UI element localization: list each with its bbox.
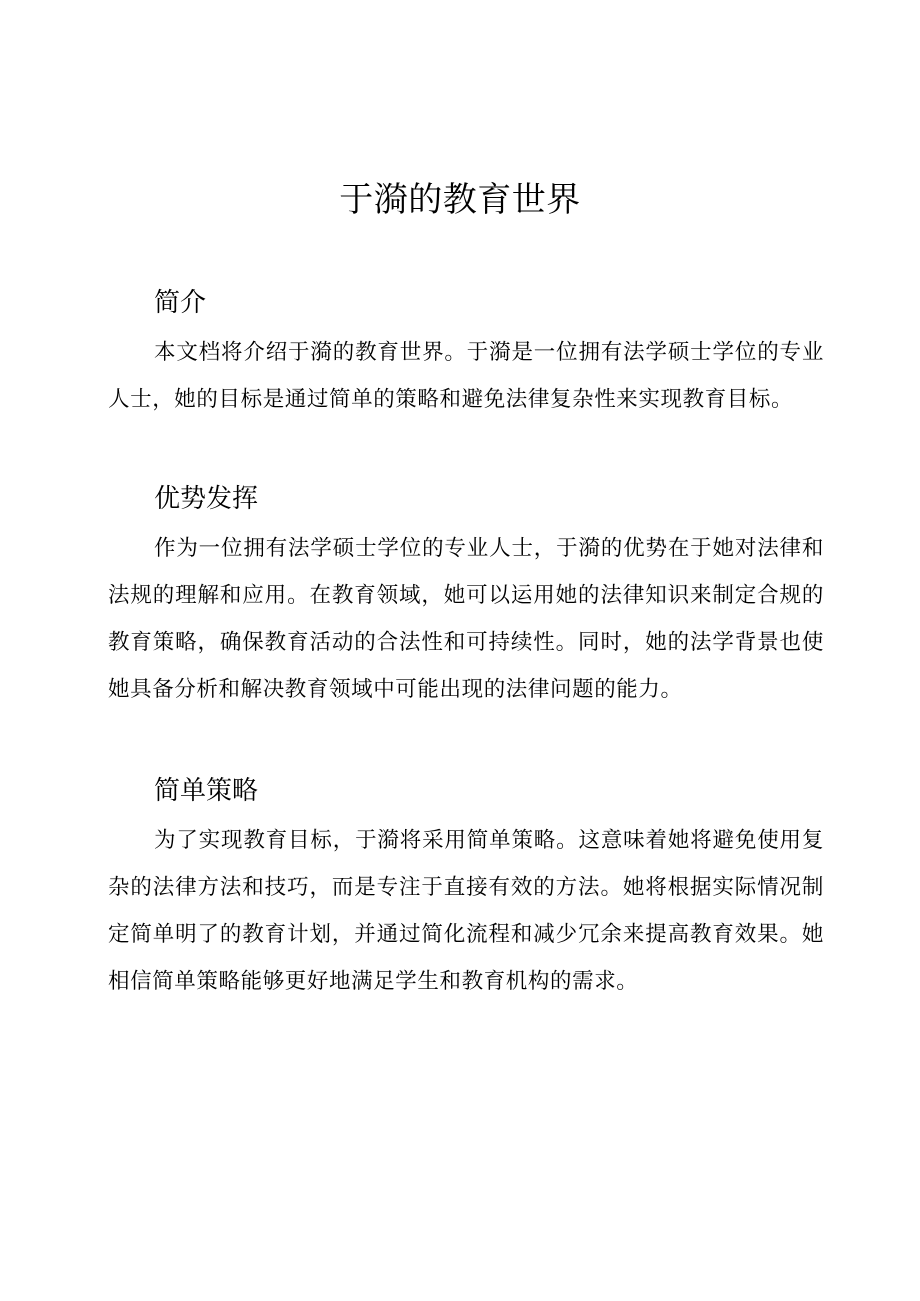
section-heading: 优势发挥 xyxy=(154,484,259,514)
section-paragraph: 本文档将介绍于漪的教育世界。于漪是一位拥有法学硕士学位的专业人士，她的目标是通过简单的策略和避免法律复杂性来实现教育目标。 xyxy=(108,340,824,412)
section-paragraph: 作为一位拥有法学硕士学位的专业人士，于漪的优势在于她对法律和法规的理解和应用。在教育领域，她可以运用她的法律知识来制定合规的教育策略，确保教育活动的合法性和可持续性。同时，她的法学背景也使她具备分析和解决教育领域中可能出现的法律问题的能力。 xyxy=(108,536,824,702)
section-heading: 简单策略 xyxy=(154,776,259,806)
section-advantages xyxy=(108,479,824,713)
section-simple-strategy xyxy=(108,771,824,1005)
section-heading: 简介 xyxy=(154,288,207,318)
section-paragraph: 为了实现教育目标，于漪将采用简单策略。这意味着她将避免使用复杂的法律方法和技巧，而是专注于直接有效的方法。她将根据实际情况制定简单明了的教育计划，并通过简化流程和减少冗余来提高教育效果。她相信简单策略能够更好地满足学生和教育机构的需求。 xyxy=(108,828,824,994)
section-introduction xyxy=(108,283,824,423)
document-title: 于漪的教育世界 xyxy=(339,180,581,220)
